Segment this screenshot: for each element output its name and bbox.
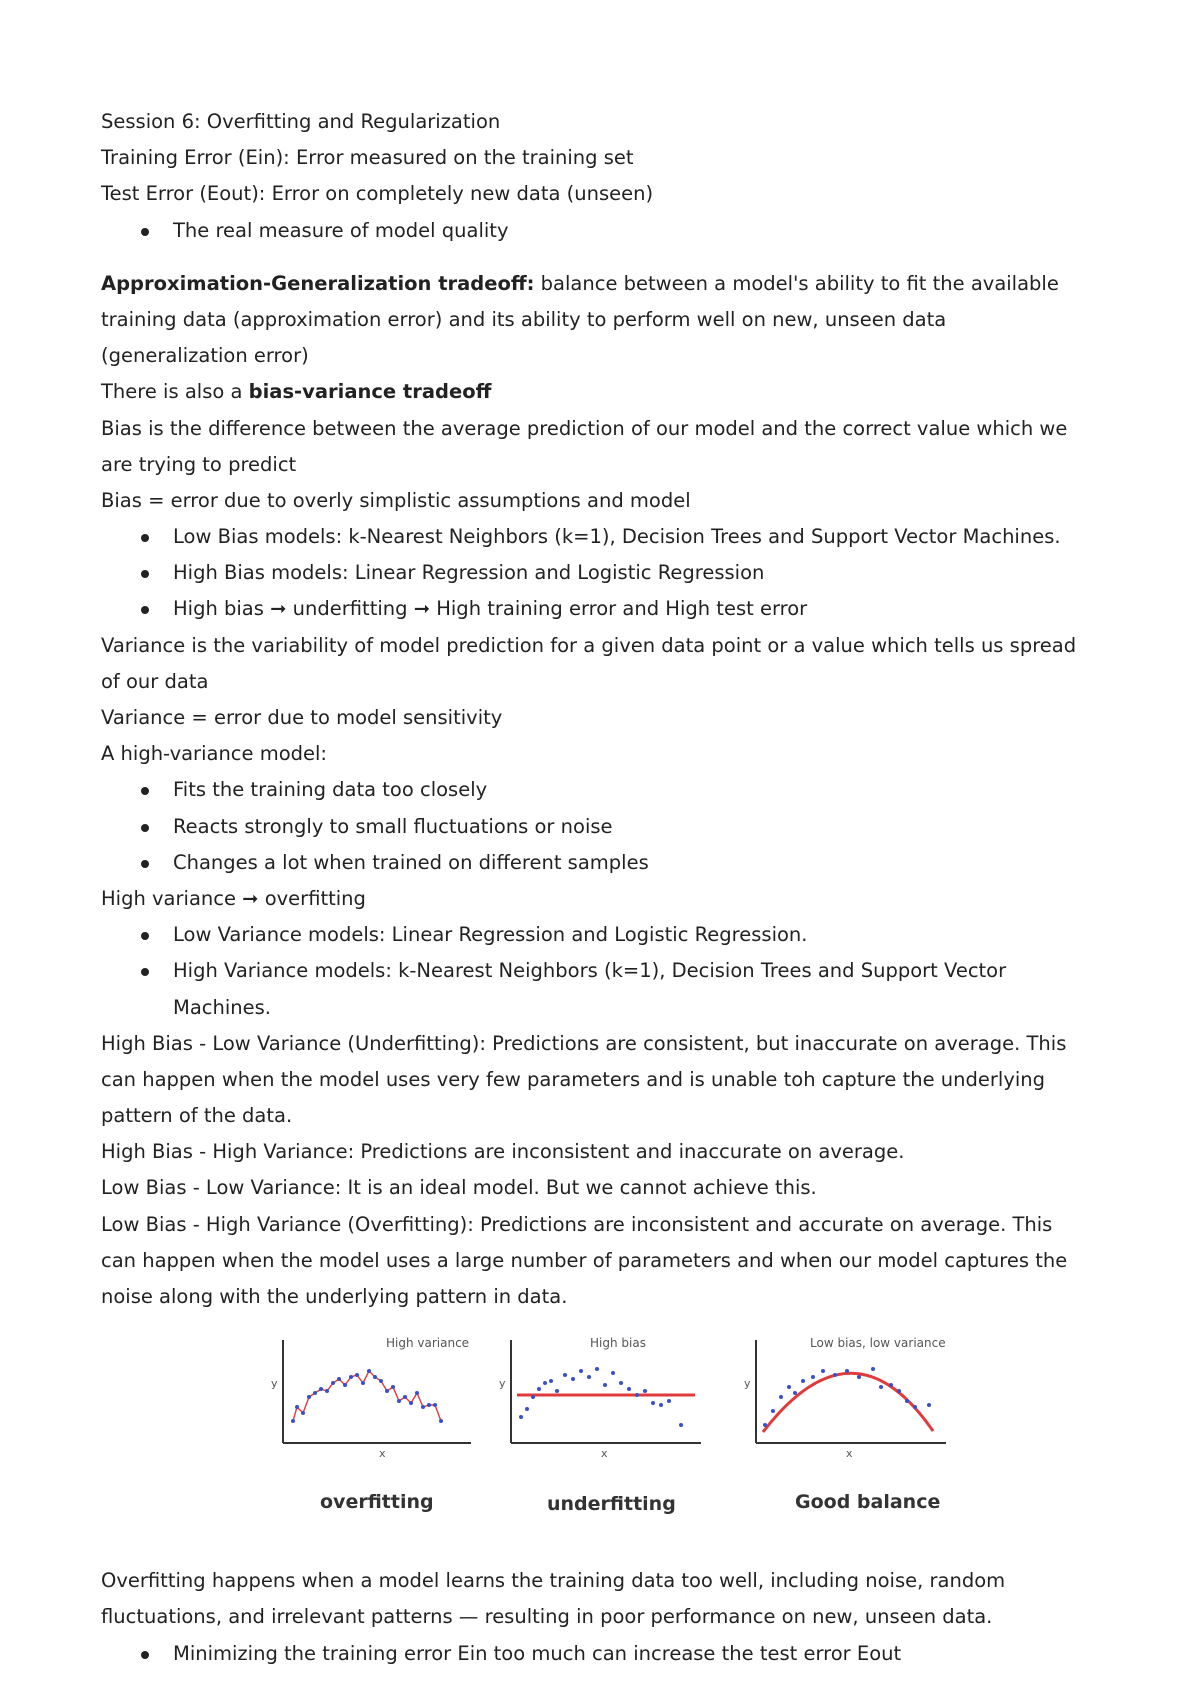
bv-term: bias-variance tradeoff xyxy=(248,380,492,404)
document-title: Session 6: Overfitting and Regularization xyxy=(101,110,501,133)
panel-caption: Good balance xyxy=(795,1491,941,1514)
combo-paragraph-line: High Bias - Low Variance (Underfitting): Predictions are consistent, but inaccurate on average. This xyxy=(101,1031,1067,1055)
panel-caption: overfitting xyxy=(320,1491,434,1514)
high-variance-intro: A high-variance model: xyxy=(101,742,328,766)
data-points xyxy=(291,1369,443,1423)
bv-intro-text: There is also a xyxy=(101,380,249,404)
list-item: Fits the training data too closely xyxy=(101,772,1121,808)
panel-title: High bias xyxy=(590,1336,646,1351)
bias-equation: Bias = error due to overly simplistic assumptions and model xyxy=(101,488,691,512)
combo-paragraph-line: pattern of the data. xyxy=(101,1104,293,1128)
high-variance-overfitting: High variance ➞ overfitting xyxy=(101,886,366,910)
panel-title: High variance xyxy=(386,1336,470,1351)
panel-high-variance xyxy=(271,1336,471,1513)
variance-equation: Variance = error due to model sensitivity xyxy=(101,706,503,729)
combo-paragraph-line: High Bias - High Variance: Predictions are inconsistent and inaccurate on average. xyxy=(101,1140,905,1164)
panel-title: Low bias, low variance xyxy=(810,1336,946,1351)
combo-paragraph-line: can happen when the model uses very few parameters and is unable toh capture the underlying xyxy=(101,1067,1046,1091)
y-label: y xyxy=(744,1377,751,1391)
panel-good-balance xyxy=(744,1336,946,1513)
overfit-line xyxy=(293,1371,441,1421)
tradeoff-paragraph-line: training data (approximation error) and its ability to perform well on new, unseen data xyxy=(101,307,947,331)
panel-caption: underfitting xyxy=(547,1493,676,1516)
list-item: Reacts strongly to small fluctuations or noise xyxy=(101,809,1121,845)
training-error-def: Training Error (Ein): Error measured on the training set xyxy=(101,146,634,170)
x-label: x xyxy=(379,1447,386,1461)
y-label: y xyxy=(271,1377,278,1391)
bias-definition-line: are trying to predict xyxy=(101,452,297,476)
test-error-def: Test Error (Eout): Error on completely new data (unseen) xyxy=(101,182,654,206)
list-item: Low Bias models: k-Nearest Neighbors (k=1), Decision Trees and Support Vector Machines. xyxy=(101,519,1121,555)
list-item: Low Variance models: Linear Regression and Logistic Regression. xyxy=(101,917,1121,953)
bias-definition-line: Bias is the difference between the average prediction of our model and the correct value which we xyxy=(101,416,1068,440)
overfitting-definition-line: Overfitting happens when a model learns the training data too well, including noise, random xyxy=(101,1569,1006,1593)
tradeoff-paragraph-line: (generalization error) xyxy=(101,344,309,368)
y-label: y xyxy=(499,1377,506,1391)
combo-paragraph-line: noise along with the underlying pattern in data. xyxy=(101,1285,568,1308)
fitting-figure xyxy=(101,1325,1121,1555)
variance-definition-line: of our data xyxy=(101,669,209,693)
list-item-continuation: Machines. xyxy=(173,995,271,1019)
combo-paragraph-line: Low Bias - High Variance (Overfitting): Predictions are inconsistent and accurate on average. This xyxy=(101,1212,1053,1236)
list-item: Changes a lot when trained on different samples xyxy=(101,845,1121,881)
bias-variance-intro xyxy=(101,374,1121,410)
x-label: x xyxy=(846,1447,853,1461)
overfitting-definition-line: fluctuations, and irrelevant patterns — resulting in poor performance on new, unseen data. xyxy=(101,1605,993,1629)
variance-definition-line: Variance is the variability of model prediction for a given data point or a value which tells us spread xyxy=(101,633,1077,657)
x-label: x xyxy=(601,1447,608,1461)
tradeoff-paragraph-line xyxy=(101,266,1121,302)
document-page xyxy=(101,104,1121,1672)
list-item: High Variance models: k-Nearest Neighbors (k=1), Decision Trees and Support Vector xyxy=(101,953,1121,989)
list-item: High bias ➞ underfitting ➞ High training error and High test error xyxy=(101,591,1121,627)
list-item: The real measure of model quality xyxy=(101,213,1121,249)
combo-paragraph-line: Low Bias - Low Variance: It is an ideal model. But we cannot achieve this. xyxy=(101,1176,817,1200)
list-item: High Bias models: Linear Regression and Logistic Regression xyxy=(101,555,1121,591)
tradeoff-term: Approximation-Generalization tradeoff: xyxy=(101,271,535,295)
data-points xyxy=(519,1367,683,1427)
list-item: Minimizing the training error Ein too much can increase the test error Eout xyxy=(101,1636,1121,1672)
fitting-figure-svg xyxy=(101,1325,1121,1555)
panel-high-bias xyxy=(499,1336,701,1515)
tradeoff-text: balance between a model's ability to fit the available xyxy=(534,271,1059,295)
combo-paragraph-line: can happen when the model uses a large number of parameters and when our model captures the xyxy=(101,1248,1068,1272)
